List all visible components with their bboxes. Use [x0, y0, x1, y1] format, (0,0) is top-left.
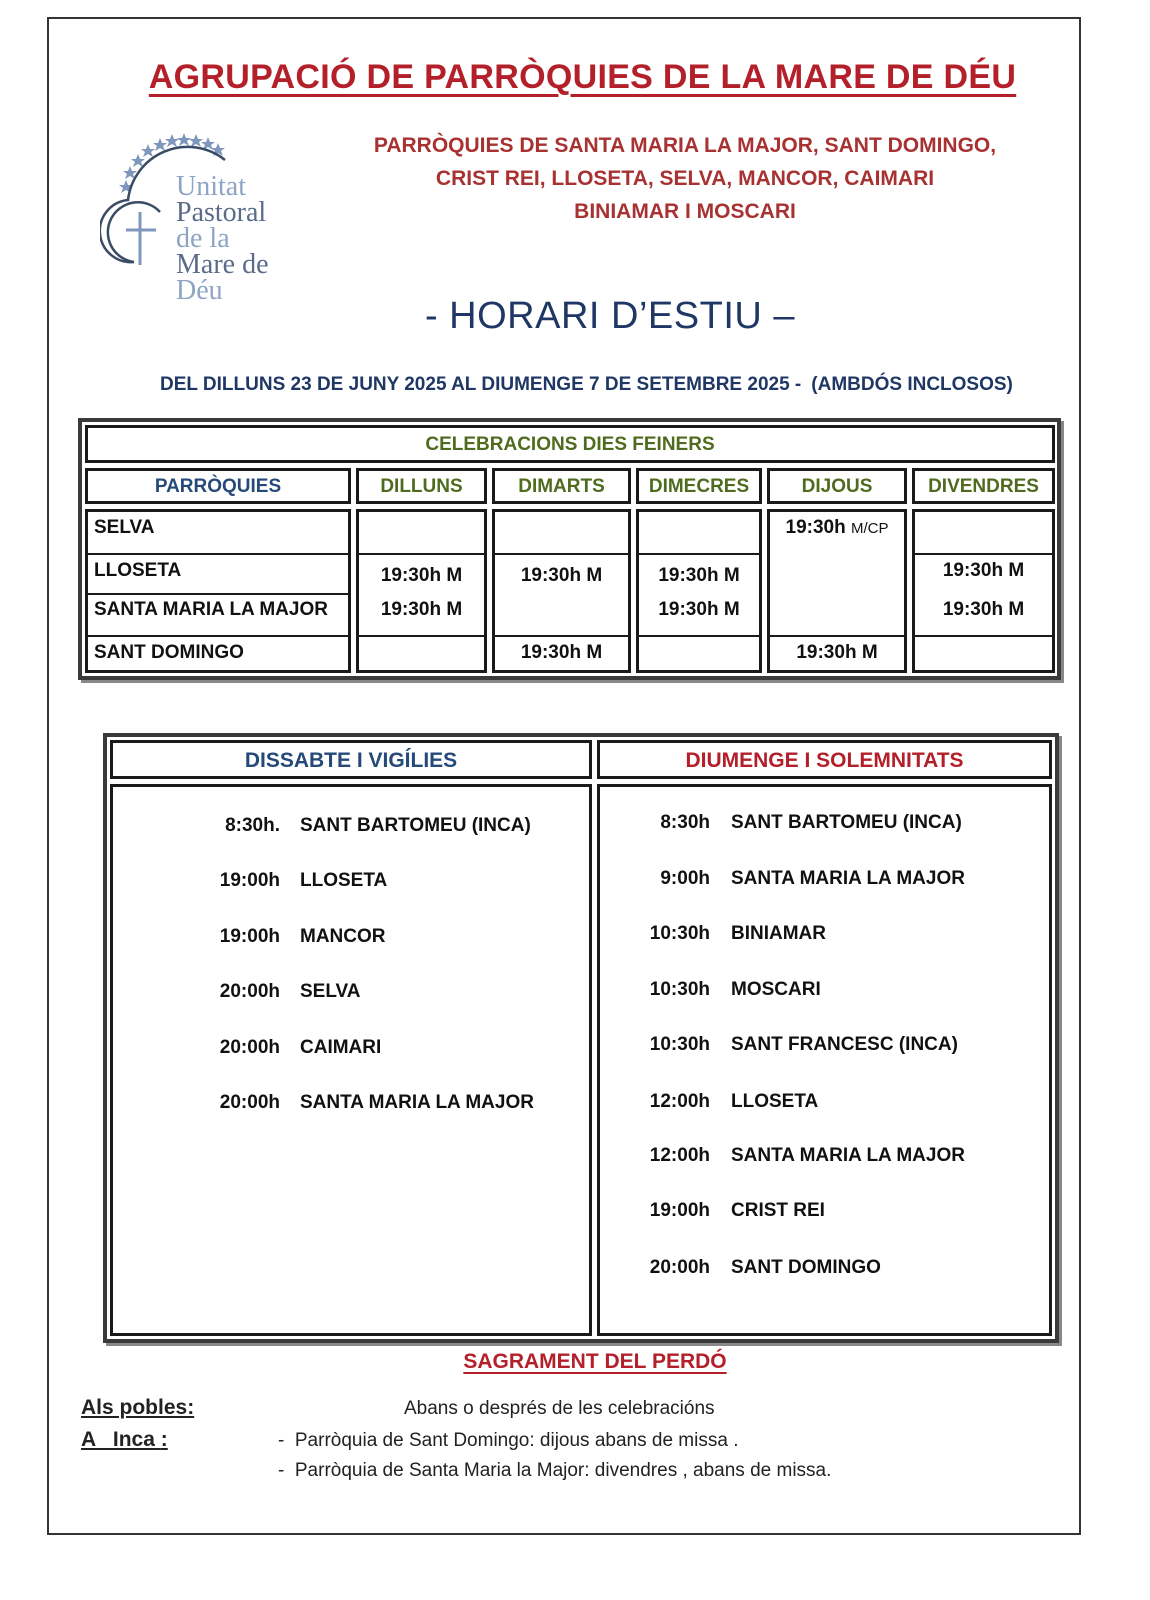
item-place: CRIST REI [731, 1200, 825, 1221]
col-header-dilluns: DILLUNS [356, 468, 487, 504]
item-place: SANTA MARIA LA MAJOR [300, 1092, 534, 1113]
parish-column [85, 509, 351, 673]
logo [100, 130, 300, 315]
item-place: SANT FRANCESC (INCA) [731, 1034, 958, 1055]
dilluns-column [356, 509, 487, 673]
inca-label-colon: : [160, 1428, 168, 1451]
logo-line: de la [176, 223, 230, 254]
time-cell: 19:30h M [520, 642, 603, 663]
pobles-text: Abans o després de les celebracións [404, 1398, 715, 1419]
item-time: 12:00h [649, 1145, 710, 1166]
item-place: SANT BARTOMEU (INCA) [300, 815, 531, 836]
item-place: LLOSETA [300, 870, 388, 891]
dimecres-column [636, 509, 762, 673]
item-place: MOSCARI [731, 979, 821, 1000]
item-time: 20:00h [219, 1092, 280, 1113]
subtitle-line: PARRÒQUIES DE SANTA MARIA LA MAJOR, SANT DOMINGO, [373, 134, 997, 157]
item-time: 20:00h [219, 1037, 280, 1058]
weekday-table-title: CELEBRACIONS DIES FEINERS [85, 425, 1055, 463]
dijous-column [767, 509, 907, 673]
parishes-subtitle [335, 129, 1035, 228]
subtitle-line: CRIST REI, LLOSETA, SELVA, MANCOR, CAIMARI [435, 167, 935, 190]
col-header-dimecres: DIMECRES [636, 468, 762, 504]
page-title: AGRUPACIÓ DE PARRÒQUIES DE LA MARE DE DÉU [148, 58, 1017, 96]
time-suffix: M/CP [850, 520, 889, 537]
inca-line: - Parròquia de Santa Maria la Major: divendres , abans de missa. [278, 1460, 832, 1481]
logo-line: Unitat [176, 171, 246, 202]
item-place: SANT DOMINGO [731, 1257, 881, 1278]
col-header-dijous: DIJOUS [767, 468, 907, 504]
table-row-parish: SANT DOMINGO [94, 642, 244, 663]
table-row-parish: SELVA [94, 517, 155, 538]
time-cell: 19:30h M [380, 565, 463, 586]
logo-line: Déu [176, 275, 223, 306]
logo-line: Mare de [176, 249, 269, 280]
item-place: SANT BARTOMEU (INCA) [731, 812, 962, 833]
sunday-list [597, 784, 1052, 1336]
time-cell: 19:30h M [520, 565, 603, 586]
inca-label [81, 1428, 168, 1452]
inca-line: - Parròquia de Sant Domingo: dijous abans de missa . [278, 1430, 739, 1451]
date-range-note: (AMBDÓS INCLOSOS) [811, 374, 1013, 395]
item-time: 10:30h [649, 923, 710, 944]
table-row-parish: SANTA MARIA LA MAJOR [94, 599, 328, 620]
item-time: 8:30h [660, 812, 710, 833]
item-time: 9:00h [660, 868, 710, 889]
time-cell [770, 517, 904, 539]
sunday-header: DIUMENGE I SOLEMNITATS [597, 740, 1052, 779]
item-time: 19:00h [219, 870, 280, 891]
item-time: 10:30h [649, 1034, 710, 1055]
time-value: 19:30h [785, 517, 846, 538]
time-cell: 19:30h M [658, 565, 740, 586]
item-place: CAIMARI [300, 1037, 382, 1058]
item-time: 19:00h [649, 1200, 710, 1221]
saturday-list [110, 784, 592, 1336]
date-range-text: DEL DILLUNS 23 DE JUNY 2025 AL DIUMENGE 7 DE SETEMBRE 2025 - [160, 374, 802, 395]
item-place: SANTA MARIA LA MAJOR [731, 1145, 965, 1166]
time-cell: 19:30h M [658, 599, 740, 620]
item-place: LLOSETA [731, 1091, 819, 1112]
col-header-parroquies: PARRÒQUIES [85, 468, 351, 504]
time-cell: 19:30h M [942, 560, 1025, 581]
item-place: SELVA [300, 981, 361, 1002]
schedule-heading: - HORARI D’ESTIU – [424, 295, 796, 337]
table-row-parish: LLOSETA [94, 560, 182, 581]
divendres-column [912, 509, 1055, 673]
logo-text [176, 171, 269, 306]
item-time: 19:00h [219, 926, 280, 947]
item-time: 12:00h [649, 1091, 710, 1112]
inca-label-text: A Inca [81, 1428, 155, 1451]
item-place: BINIAMAR [731, 923, 826, 944]
item-time: 10:30h [649, 979, 710, 1000]
time-cell: 19:30h M [942, 599, 1025, 620]
item-time: 8:30h. [225, 815, 280, 836]
date-range [160, 374, 1020, 396]
saturday-header: DISSABTE I VIGÍLIES [110, 740, 592, 779]
item-place: MANCOR [300, 926, 386, 947]
item-time: 20:00h [649, 1257, 710, 1278]
dimarts-column [492, 509, 631, 673]
time-cell: 19:30h M [796, 642, 878, 663]
pobles-label: Als pobles: [81, 1396, 195, 1419]
col-header-dimarts: DIMARTS [492, 468, 631, 504]
logo-line: Pastoral [176, 197, 267, 228]
confession-title: SAGRAMENT DEL PERDÓ [463, 1350, 727, 1373]
col-header-divendres: DIVENDRES [912, 468, 1055, 504]
subtitle-line: BINIAMAR I MOSCARI [574, 200, 796, 223]
time-cell: 19:30h M [380, 599, 463, 620]
item-time: 20:00h [219, 981, 280, 1002]
item-place: SANTA MARIA LA MAJOR [731, 868, 965, 889]
